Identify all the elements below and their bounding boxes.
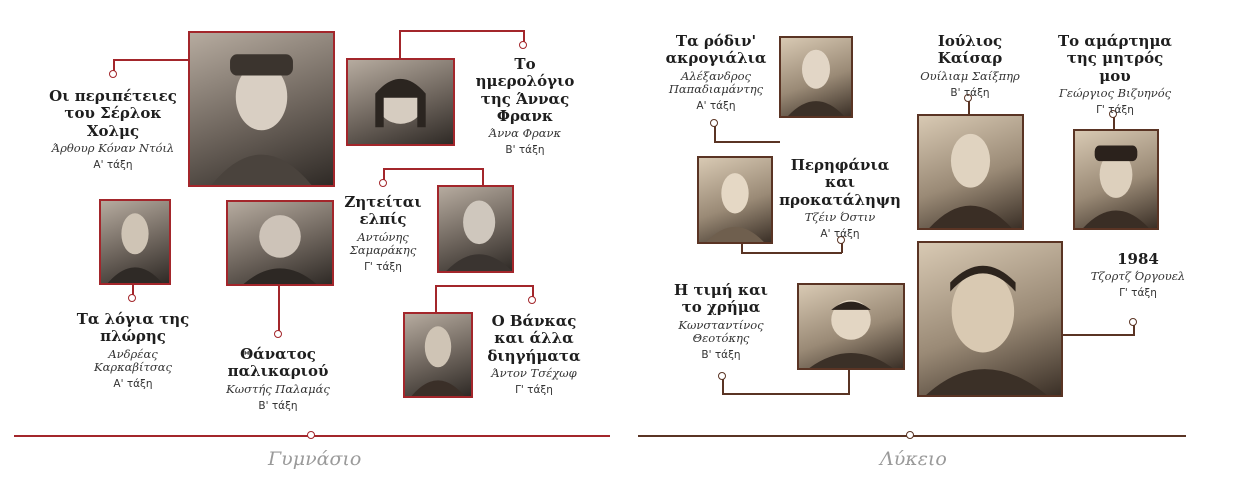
book-caption (778, 157, 902, 240)
portrait-karkavitsas (99, 199, 171, 285)
book-caption (908, 33, 1032, 99)
portrait-samarakis (437, 185, 514, 273)
portrait-doyle (188, 31, 335, 187)
book-grade: Β' τάξη (701, 348, 741, 361)
book-author: Άντον Τσέχωφ (491, 365, 577, 380)
book-title: Ιούλιος Καίσαρ (937, 32, 1003, 68)
portrait-austen (697, 156, 773, 244)
portrait-palamas (226, 200, 334, 286)
book-title: Τα λόγια της πλώρης (76, 310, 190, 346)
portrait-papadiamantis (779, 36, 853, 118)
book-grade: Α' τάξη (93, 158, 133, 171)
portrait-theotokis (797, 283, 905, 370)
book-author: Άννα Φρανκ (488, 126, 562, 140)
book-title: Οι περιπέτειες του Σέρλοκ Χολμς (49, 87, 177, 140)
book-author: Κωστής Παλαμάς (226, 381, 330, 396)
portrait-orwell (917, 241, 1063, 397)
book-author: Άρθουρ Κόναν Ντόιλ (51, 140, 175, 155)
book-author: Κωνσταντίνος Θεοτόκης (678, 317, 764, 345)
book-grade: Γ' τάξη (364, 260, 402, 273)
book-grade: Α' τάξη (696, 99, 736, 112)
book-title: Ζητείται ελπίς (344, 193, 422, 229)
book-grade: Α' τάξη (820, 227, 860, 240)
book-caption (660, 33, 772, 112)
book-author: Αντώνης Σαμαράκης (349, 229, 417, 257)
book-grade: Α' τάξη (113, 377, 153, 390)
book-grade: Β' τάξη (258, 399, 298, 412)
book-title: Θάνατος παλικαριού (227, 345, 329, 381)
book-grade: Γ' τάξη (1096, 103, 1134, 116)
section-label-gymnasio: Γυμνάσιο (268, 448, 362, 470)
book-title: Η τιμή και το χρήμα (674, 281, 768, 317)
portrait-vizyinos (1073, 129, 1159, 230)
book-grade: Β' τάξη (505, 144, 545, 157)
book-title: Περηφάνια και προκατάληψη (779, 156, 901, 209)
book-title: Τα ρόδιν' ακρογιάλια (665, 32, 767, 68)
book-caption (48, 88, 178, 171)
book-caption (72, 311, 194, 390)
book-title: 1984 (1117, 250, 1159, 268)
book-caption (1054, 33, 1176, 116)
book-caption (339, 194, 427, 273)
portrait-anne-frank (346, 58, 455, 146)
book-caption (666, 282, 776, 361)
book-author: Ανδρέας Καρκαβίτσας (93, 346, 172, 374)
book-caption (1084, 251, 1192, 300)
book-grade: Β' τάξη (950, 86, 990, 99)
book-title: Το αμάρτημα της μητρός μου (1058, 32, 1172, 85)
book-title: Ο Βάνκας και άλλα διηγήματα (487, 312, 581, 365)
section-label-lykeio: Λύκειο (880, 448, 947, 470)
book-grade: Γ' τάξη (515, 383, 553, 396)
book-title: Το ημερολόγιο της Άννας Φρανκ (475, 55, 575, 125)
book-author: Γεώργιος Βιζυηνός (1058, 85, 1172, 100)
book-caption (466, 56, 584, 156)
book-caption (200, 346, 356, 412)
book-author: Ουίλιαμ Σαίξπηρ (920, 68, 1020, 83)
book-author: Τζορτζ Όργουελ (1090, 269, 1186, 284)
book-author: Τζέιν Όστιν (804, 209, 876, 224)
portrait-chekhov (403, 312, 473, 398)
portrait-shakespeare (917, 114, 1024, 230)
book-grade: Γ' τάξη (1119, 287, 1157, 300)
book-caption (486, 313, 582, 396)
book-author: Αλέξανδρος Παπαδιαμάντης (668, 68, 764, 96)
